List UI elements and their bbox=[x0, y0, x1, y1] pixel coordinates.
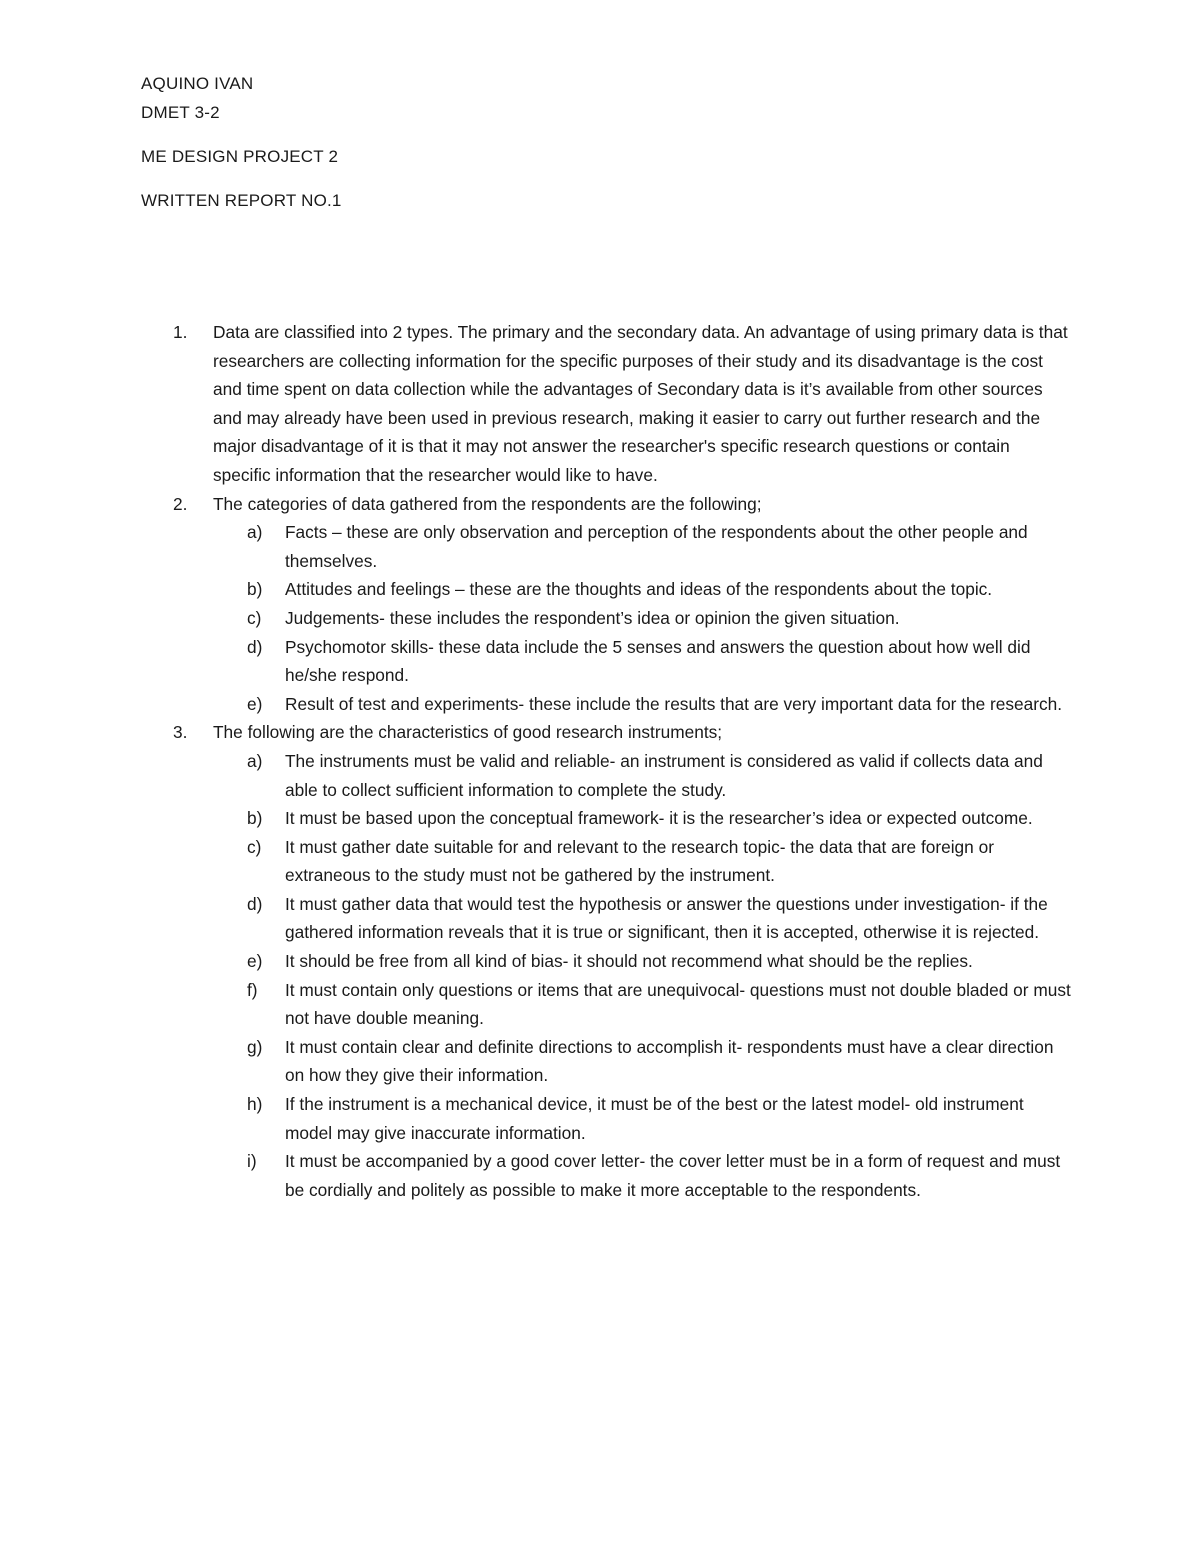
author-name: AQUINO IVAN bbox=[141, 74, 254, 93]
sub-item bbox=[213, 804, 1071, 833]
list-number: 2. bbox=[173, 493, 188, 514]
list-item-text: The following are the characteristics of good research instruments; bbox=[213, 722, 723, 743]
numbered-list bbox=[141, 318, 1071, 1204]
sub-item-text: It should be free from all kind of bias- it should not recommend what should be the replies. bbox=[285, 951, 973, 972]
sub-item-text: It must contain only questions or items that are unequivocal- questions must not double bladed or must not have double meaning. bbox=[285, 979, 1071, 1029]
sub-marker: c) bbox=[247, 836, 262, 857]
sub-item bbox=[213, 890, 1071, 947]
course-title: ME DESIGN PROJECT 2 bbox=[141, 147, 339, 166]
sub-marker: i) bbox=[247, 1151, 257, 1172]
sub-item-text: If the instrument is a mechanical device, it must be of the best or the latest model- old instrument model may give inaccurate information. bbox=[285, 1094, 1024, 1143]
sub-item bbox=[213, 833, 1071, 890]
section-label: DMET 3-2 bbox=[141, 103, 220, 122]
sub-item bbox=[213, 747, 1071, 804]
list-number: 1. bbox=[173, 322, 188, 342]
sub-marker: h) bbox=[247, 1094, 263, 1115]
list-item-2 bbox=[141, 490, 1071, 719]
list-item-text: The categories of data gathered from the respondents are the following; bbox=[213, 493, 762, 514]
sub-marker: d) bbox=[247, 893, 263, 914]
sub-item bbox=[213, 1033, 1071, 1090]
sub-marker: e) bbox=[247, 951, 263, 972]
sub-marker: b) bbox=[247, 579, 263, 600]
sub-item-text: Attitudes and feelings – these are the thoughts and ideas of the respondents about the topic. bbox=[285, 579, 993, 600]
sub-item bbox=[213, 604, 1071, 633]
sub-item-text: Judgements- these includes the respondent’s idea or opinion the given situation. bbox=[285, 607, 900, 628]
sub-marker: g) bbox=[247, 1036, 263, 1057]
list-item-3 bbox=[141, 718, 1071, 1204]
sub-marker: a) bbox=[247, 522, 263, 543]
sub-item-text: It must contain clear and definite directions to accomplish it- respondents must have a clear direction on how they give their information. bbox=[285, 1036, 1054, 1086]
sub-item bbox=[213, 518, 1071, 575]
sub-item bbox=[213, 976, 1071, 1033]
sub-item bbox=[213, 947, 1071, 976]
sub-item-text: Facts – these are only observation and perception of the respondents about the other people and themselves. bbox=[285, 522, 1028, 571]
sub-marker: a) bbox=[247, 750, 263, 771]
sub-marker: d) bbox=[247, 636, 263, 657]
sub-item-text: It must be accompanied by a good cover letter- the cover letter must be in a form of request and must be cordially and politely as possible to make it more acceptable to the respondents. bbox=[285, 1151, 1061, 1200]
list-item-1 bbox=[141, 318, 1071, 490]
sub-item bbox=[213, 575, 1071, 604]
sub-list bbox=[213, 747, 1071, 1205]
sub-item-text: It must gather date suitable for and relevant to the research topic- the data that are foreign or extraneous to the study must not be gathered by the instrument. bbox=[285, 836, 994, 886]
sub-item-text: Result of test and experiments- these include the results that are very important data for the research. bbox=[285, 693, 1063, 714]
sub-marker: b) bbox=[247, 808, 263, 829]
sub-item bbox=[213, 1147, 1071, 1204]
sub-item bbox=[213, 1090, 1071, 1147]
sub-item bbox=[213, 633, 1071, 690]
list-number: 3. bbox=[173, 722, 188, 743]
sub-item-text: The instruments must be valid and reliable- an instrument is considered as valid if collects data and able to collect sufficient information to complete the study. bbox=[285, 750, 1043, 800]
sub-item-text: It must be based upon the conceptual framework- it is the researcher’s idea or expected outcome. bbox=[285, 808, 1033, 829]
sub-item-text: It must gather data that would test the hypothesis or answer the questions under investigation- if the gathered information reveals that it is true or significant, then it is accepted, otherwise it is rejected. bbox=[285, 893, 1048, 943]
sub-item bbox=[213, 690, 1071, 719]
sub-marker: c) bbox=[247, 607, 262, 628]
sub-item-text: Psychomotor skills- these data include the 5 senses and answers the question about how well did he/she respond. bbox=[285, 636, 1031, 686]
sub-list bbox=[213, 518, 1071, 718]
report-title: WRITTEN REPORT NO.1 bbox=[141, 191, 342, 210]
sub-marker: e) bbox=[247, 693, 263, 714]
list-item-text: Data are classified into 2 types. The primary and the secondary data. An advantage of using primary data is that researchers are collecting information for the specific purposes of their study and its disadvantage is the cost and time spent on data collection while the advantages of Secondary data is it’s available from other sources and may already have been used in previous research, making it easier to carry out further research and the major disadvantage of it is that it may not answer the researcher's specific research questions or contain specific information that the researcher would like to have. bbox=[213, 322, 1068, 485]
sub-marker: f) bbox=[247, 979, 258, 1000]
